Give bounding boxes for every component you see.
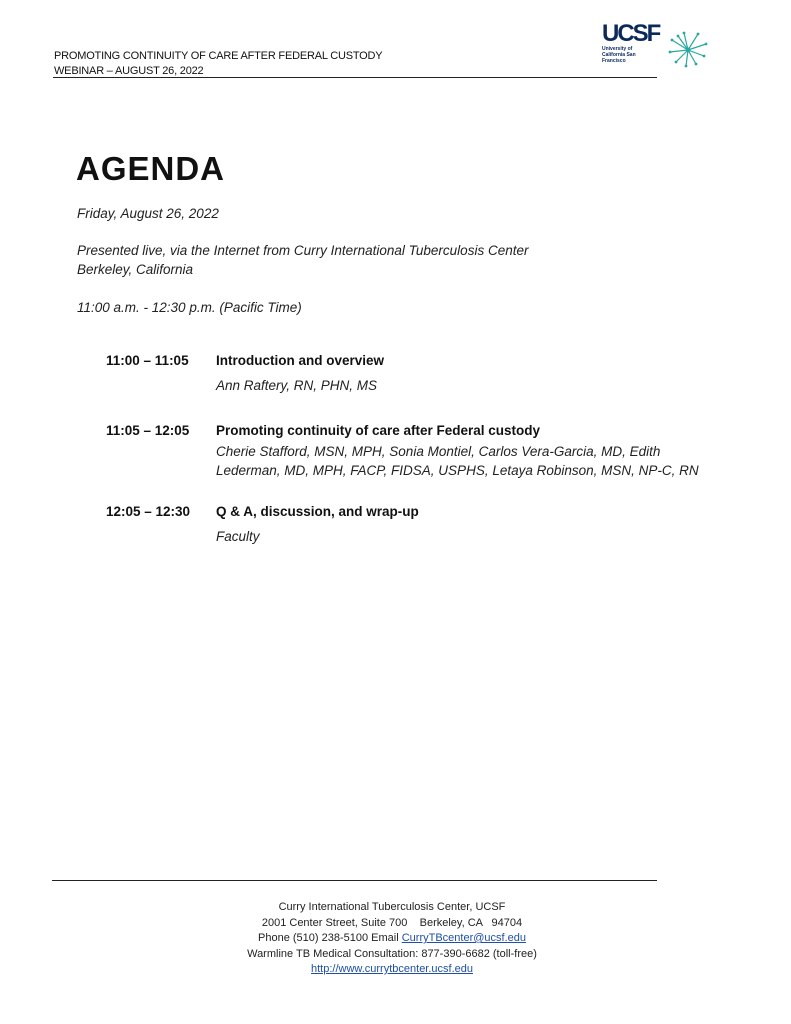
session-presenters: Faculty (216, 529, 260, 544)
presented-line-1: Presented live, via the Internet from Curry International Tuberculosis Center (77, 243, 529, 258)
footer (0, 900, 784, 978)
document-header (54, 49, 382, 79)
curry-center-logo (666, 30, 758, 70)
ucsf-logo-mark: UCSF (602, 20, 660, 47)
curry-center-logo-icon (666, 30, 710, 70)
session-title: Introduction and overview (216, 353, 385, 368)
footer-org: Curry International Tuberculosis Center, UCSF (278, 901, 506, 913)
agenda-date: Friday, August 26, 2022 (77, 206, 219, 221)
session-time: 11:00 – 11:05 (106, 353, 189, 368)
presented-line-2: Berkeley, California (77, 262, 194, 277)
ucsf-logo (602, 22, 662, 68)
footer-email-link[interactable]: CurryTBcenter@ucsf.edu (401, 932, 526, 944)
agenda-time-range: 11:00 a.m. - 12:30 p.m. (Pacific Time) (77, 300, 302, 315)
session-presenters: Cherie Stafford, MSN, MPH, Sonia Montiel, Carlos Vera-Garcia, MD, Edith Lederman, MD, MPH, FACP, FIDSA, USPHS, Letaya Robinson, MSN, NP-C, RN (216, 444, 699, 478)
header-title-line2: WEBINAR – AUGUST 26, 2022 (54, 65, 204, 77)
ucsf-logo-subtitle: University of California San Francisco (602, 46, 636, 64)
footer-divider (52, 880, 657, 881)
footer-warmline: Warmline TB Medical Consultation: 877-390-6682 (toll-free) (247, 947, 537, 960)
session-title: Q & A, discussion, and wrap-up (216, 504, 419, 519)
footer-phone: Phone (510) 238-5100 Email (258, 932, 402, 944)
session-title: Promoting continuity of care after Federal custody (216, 423, 541, 438)
session-time: 11:05 – 12:05 (106, 423, 190, 438)
footer-phone-email (0, 931, 784, 947)
header-title-line1: PROMOTING CONTINUITY OF CARE AFTER FEDERAL CUSTODY (54, 50, 383, 62)
session-presenters: Ann Raftery, RN, PHN, MS (216, 378, 378, 393)
agenda-title: AGENDA (76, 150, 226, 187)
footer-website-link[interactable]: http://www.currytbcenter.ucsf.edu (310, 963, 474, 975)
session-time: 12:05 – 12:30 (106, 504, 191, 519)
header-divider (53, 77, 657, 78)
footer-address: 2001 Center Street, Suite 700 Berkeley, CA 94704 (261, 916, 523, 929)
agenda-presented-info (77, 241, 528, 279)
